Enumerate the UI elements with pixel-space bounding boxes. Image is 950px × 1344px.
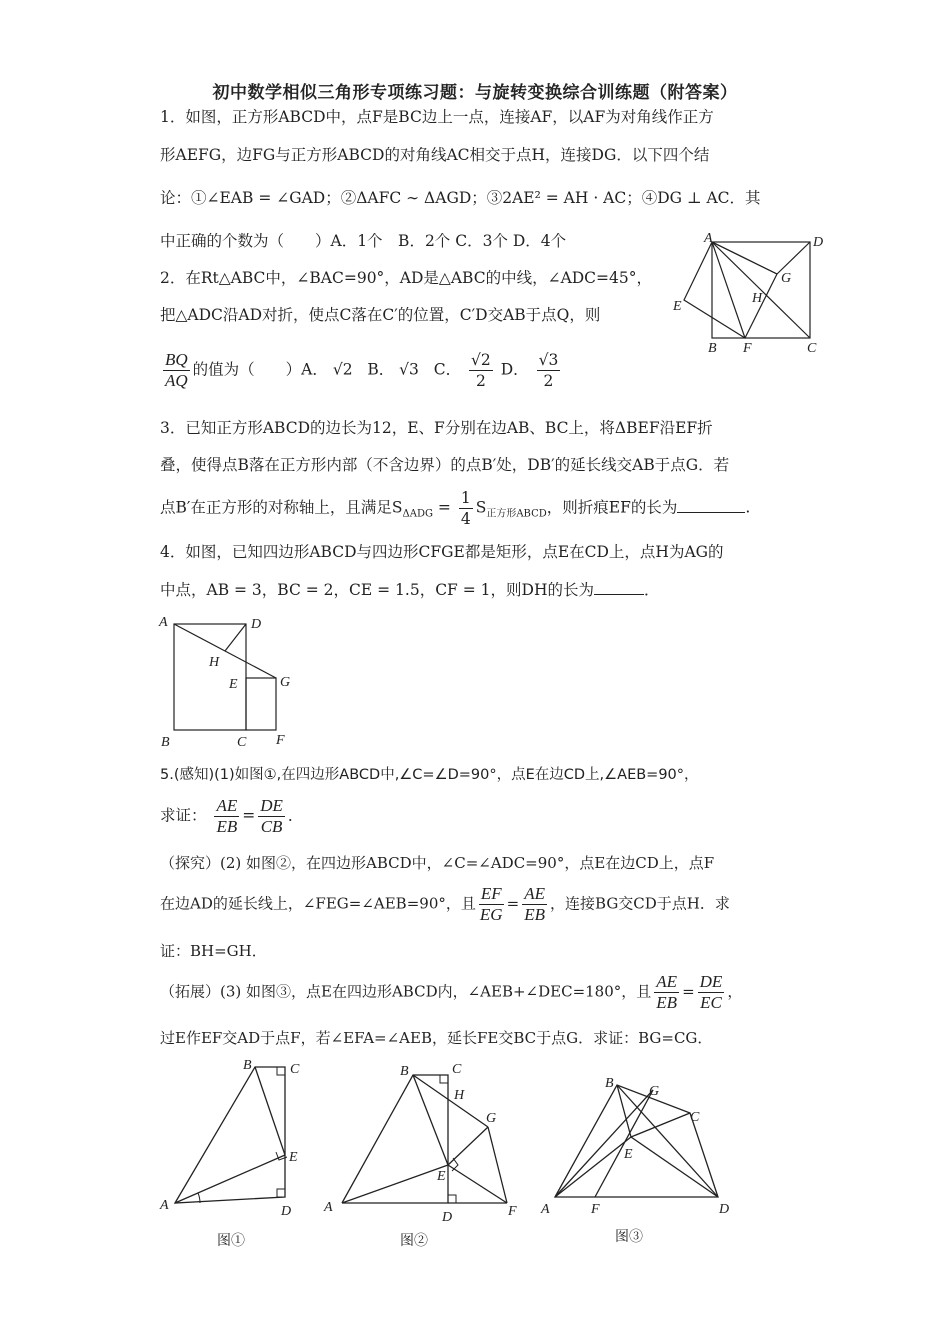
q3-line-3: 点B′在正方形的对称轴上，且满足$S_{\Delta ADG}$ = $\frac{1}{4}$ $S_{正方形ABCD}$，则折痕EF的长为 . xyxy=(160,489,751,528)
q5-line-7: 过E作EF交AD于点F，若∠EFA=∠AEB，延长FE交BC于点G．求证：BG=CG． xyxy=(160,1029,713,1047)
q1-line-2: 形AEFG，边FG与正方形ABCD的对角线AC相交于点H，连接DG．以下四个结 xyxy=(160,146,710,164)
q1-line-1: 1．如图，正方形ABCD中，点F是BC边上一点，连接AF，以AF为对角线作正方 xyxy=(160,108,714,126)
fig3-label-g: G xyxy=(649,1084,660,1099)
q5-fraction-3: $\frac{EF}{EG}$ xyxy=(479,884,503,924)
q1-label-a: A xyxy=(704,231,713,246)
q2-option-b: √3 xyxy=(399,360,419,379)
q1-label-f: F xyxy=(743,341,752,356)
q3-line-2: 叠，使得点B落在正方形内部（不含边界）的点B′处，DB′的延长线交AB于点G．若 xyxy=(160,456,730,474)
fig3-label-e: E xyxy=(624,1147,633,1162)
q4-line-2: 中点，AB = 3，BC = 2，CE = 1.5，CF = 1，则DH的长为 ． xyxy=(160,581,660,599)
fig2-label-g: G xyxy=(486,1111,497,1126)
q4-label-h: H xyxy=(209,655,220,670)
page-title: 初中数学相似三角形专项练习题：与旋转变换综合训练题（附答案） xyxy=(212,83,738,103)
q4-label-d: D xyxy=(251,617,262,632)
q2-line-1: 2．在Rt△ABC中，∠BAC=90°，AD是△ABC的中线，∠ADC=45°， xyxy=(160,269,653,287)
q2-line-3: $\frac{BQ}{AQ}$ 的值为（ ）A． √2 B． √3 C． $\frac{√2}{2}$ D． $\frac{√3}{2}$ xyxy=(165,350,559,390)
fig3-caption: 图③ xyxy=(615,1230,643,1245)
fig2-label-f: F xyxy=(508,1204,517,1219)
q4-line-1: 4．如图，已知四边形ABCD与四边形CFGE都是矩形，点E在CD上，点H为AG的 xyxy=(160,543,724,561)
q3-line-1: 3．已知正方形ABCD的边长为12，E、F分别在边AB、BC上，将ΔBEF沿EF折 xyxy=(160,419,713,437)
q1-line-3: 论：①∠EAB = ∠GAD；②ΔAFC ∼ ΔAGD；③2AE² = AH · AC；④DG ⊥ AC．其 xyxy=(160,189,761,207)
fig1-label-d: D xyxy=(281,1204,292,1219)
q5-line-3: （探究）(2) 如图②，在四边形ABCD中，∠C=∠ADC=90°，点E在边CD上，点F xyxy=(160,854,715,872)
q5-fraction-6: $\frac{DE}{EC}$ xyxy=(699,972,723,1012)
q5-figure-3 xyxy=(535,1065,750,1255)
fig1-label-b: B xyxy=(243,1058,252,1073)
q5-line-2: 求证： $\frac{AE}{EB}$ = $\frac{DE}{CB}$ ． xyxy=(160,796,304,836)
q2-option-a: √2 xyxy=(332,360,353,379)
fig3-label-a: A xyxy=(541,1202,550,1217)
fig1-label-e: E xyxy=(289,1150,298,1165)
q5-fraction-5: $\frac{AE}{EB}$ xyxy=(656,972,678,1012)
q1-label-g: G xyxy=(781,271,792,286)
q5-fraction-2: $\frac{DE}{CB}$ xyxy=(260,796,283,836)
fig2-label-e: E xyxy=(437,1169,446,1184)
q3-answer-blank[interactable] xyxy=(677,498,745,513)
q5-figure-2 xyxy=(320,1055,530,1255)
fig1-caption: 图① xyxy=(217,1234,245,1249)
q3-fraction: $\frac{1}{4}$ xyxy=(460,489,471,528)
q5-line-1: 5.(感知)(1)如图①,在四边形ABCD中,∠C=∠D=90°，点E在边CD上,∠AEB=90°， xyxy=(160,767,699,783)
q2-option-d: $\frac{√3}{2}$ xyxy=(538,351,559,390)
q1-label-h: H xyxy=(752,291,763,306)
fig2-label-d: D xyxy=(442,1210,453,1225)
fig2-label-b: B xyxy=(400,1064,409,1079)
q1-square-figure xyxy=(670,230,830,360)
fig2-label-c: C xyxy=(452,1062,462,1077)
q1-label-e: E xyxy=(673,299,682,314)
q1-label-d: D xyxy=(813,235,824,250)
q2-option-c: $\frac{√2}{2}$ xyxy=(471,351,491,390)
q5-fraction-1: $\frac{AE}{EB}$ xyxy=(216,796,238,836)
fig3-label-f: F xyxy=(591,1202,600,1217)
q4-label-e: E xyxy=(229,677,238,692)
q4-label-b: B xyxy=(161,735,170,750)
q4-label-a: A xyxy=(159,615,168,630)
q5-fraction-4: $\frac{AE}{EB}$ xyxy=(524,884,546,924)
q4-label-g: G xyxy=(280,675,291,690)
fig3-label-b: B xyxy=(605,1076,614,1091)
q4-rectangle-figure xyxy=(155,612,305,752)
fig3-label-d: D xyxy=(719,1202,730,1217)
q2-fraction: $\frac{BQ}{AQ}$ xyxy=(165,350,188,390)
q4-label-f: F xyxy=(276,733,285,748)
fig3-label-c: C xyxy=(690,1110,700,1125)
q4-label-c: C xyxy=(237,735,247,750)
q5-line-4: 在边AD的延长线上，∠FEG=∠AEB=90°，且 $\frac{EF}{EG}$ = $\frac{AE}{EB}$ ，连接BG交CD于点H．求 xyxy=(160,884,730,924)
q1-label-b: B xyxy=(708,341,717,356)
fig2-label-h: H xyxy=(454,1088,465,1103)
fig2-caption: 图② xyxy=(400,1234,428,1249)
q1-line-4: 中正确的个数为（ ）A．1个 B．2个 C．3个 D．4个 xyxy=(160,232,567,250)
q2-line-2: 把△ADC沿AD对折，使点C落在C′的位置，C′D交AB于点Q，则 xyxy=(160,306,601,324)
q5-line-5: 证：BH=GH． xyxy=(160,942,267,960)
fig1-label-c: C xyxy=(290,1062,300,1077)
q5-line-6: （拓展）(3) 如图③，点E在四边形ABCD内，∠AEB+∠DEC=180°，且 $\frac{AE}{EB}$ = $\frac{DE}{EC}$ ， xyxy=(160,972,743,1012)
q1-label-c: C xyxy=(807,341,817,356)
fig1-label-a: A xyxy=(160,1198,169,1213)
q4-answer-blank[interactable] xyxy=(594,580,644,595)
fig2-label-a: A xyxy=(324,1200,333,1215)
q5-figure-1 xyxy=(155,1055,325,1255)
